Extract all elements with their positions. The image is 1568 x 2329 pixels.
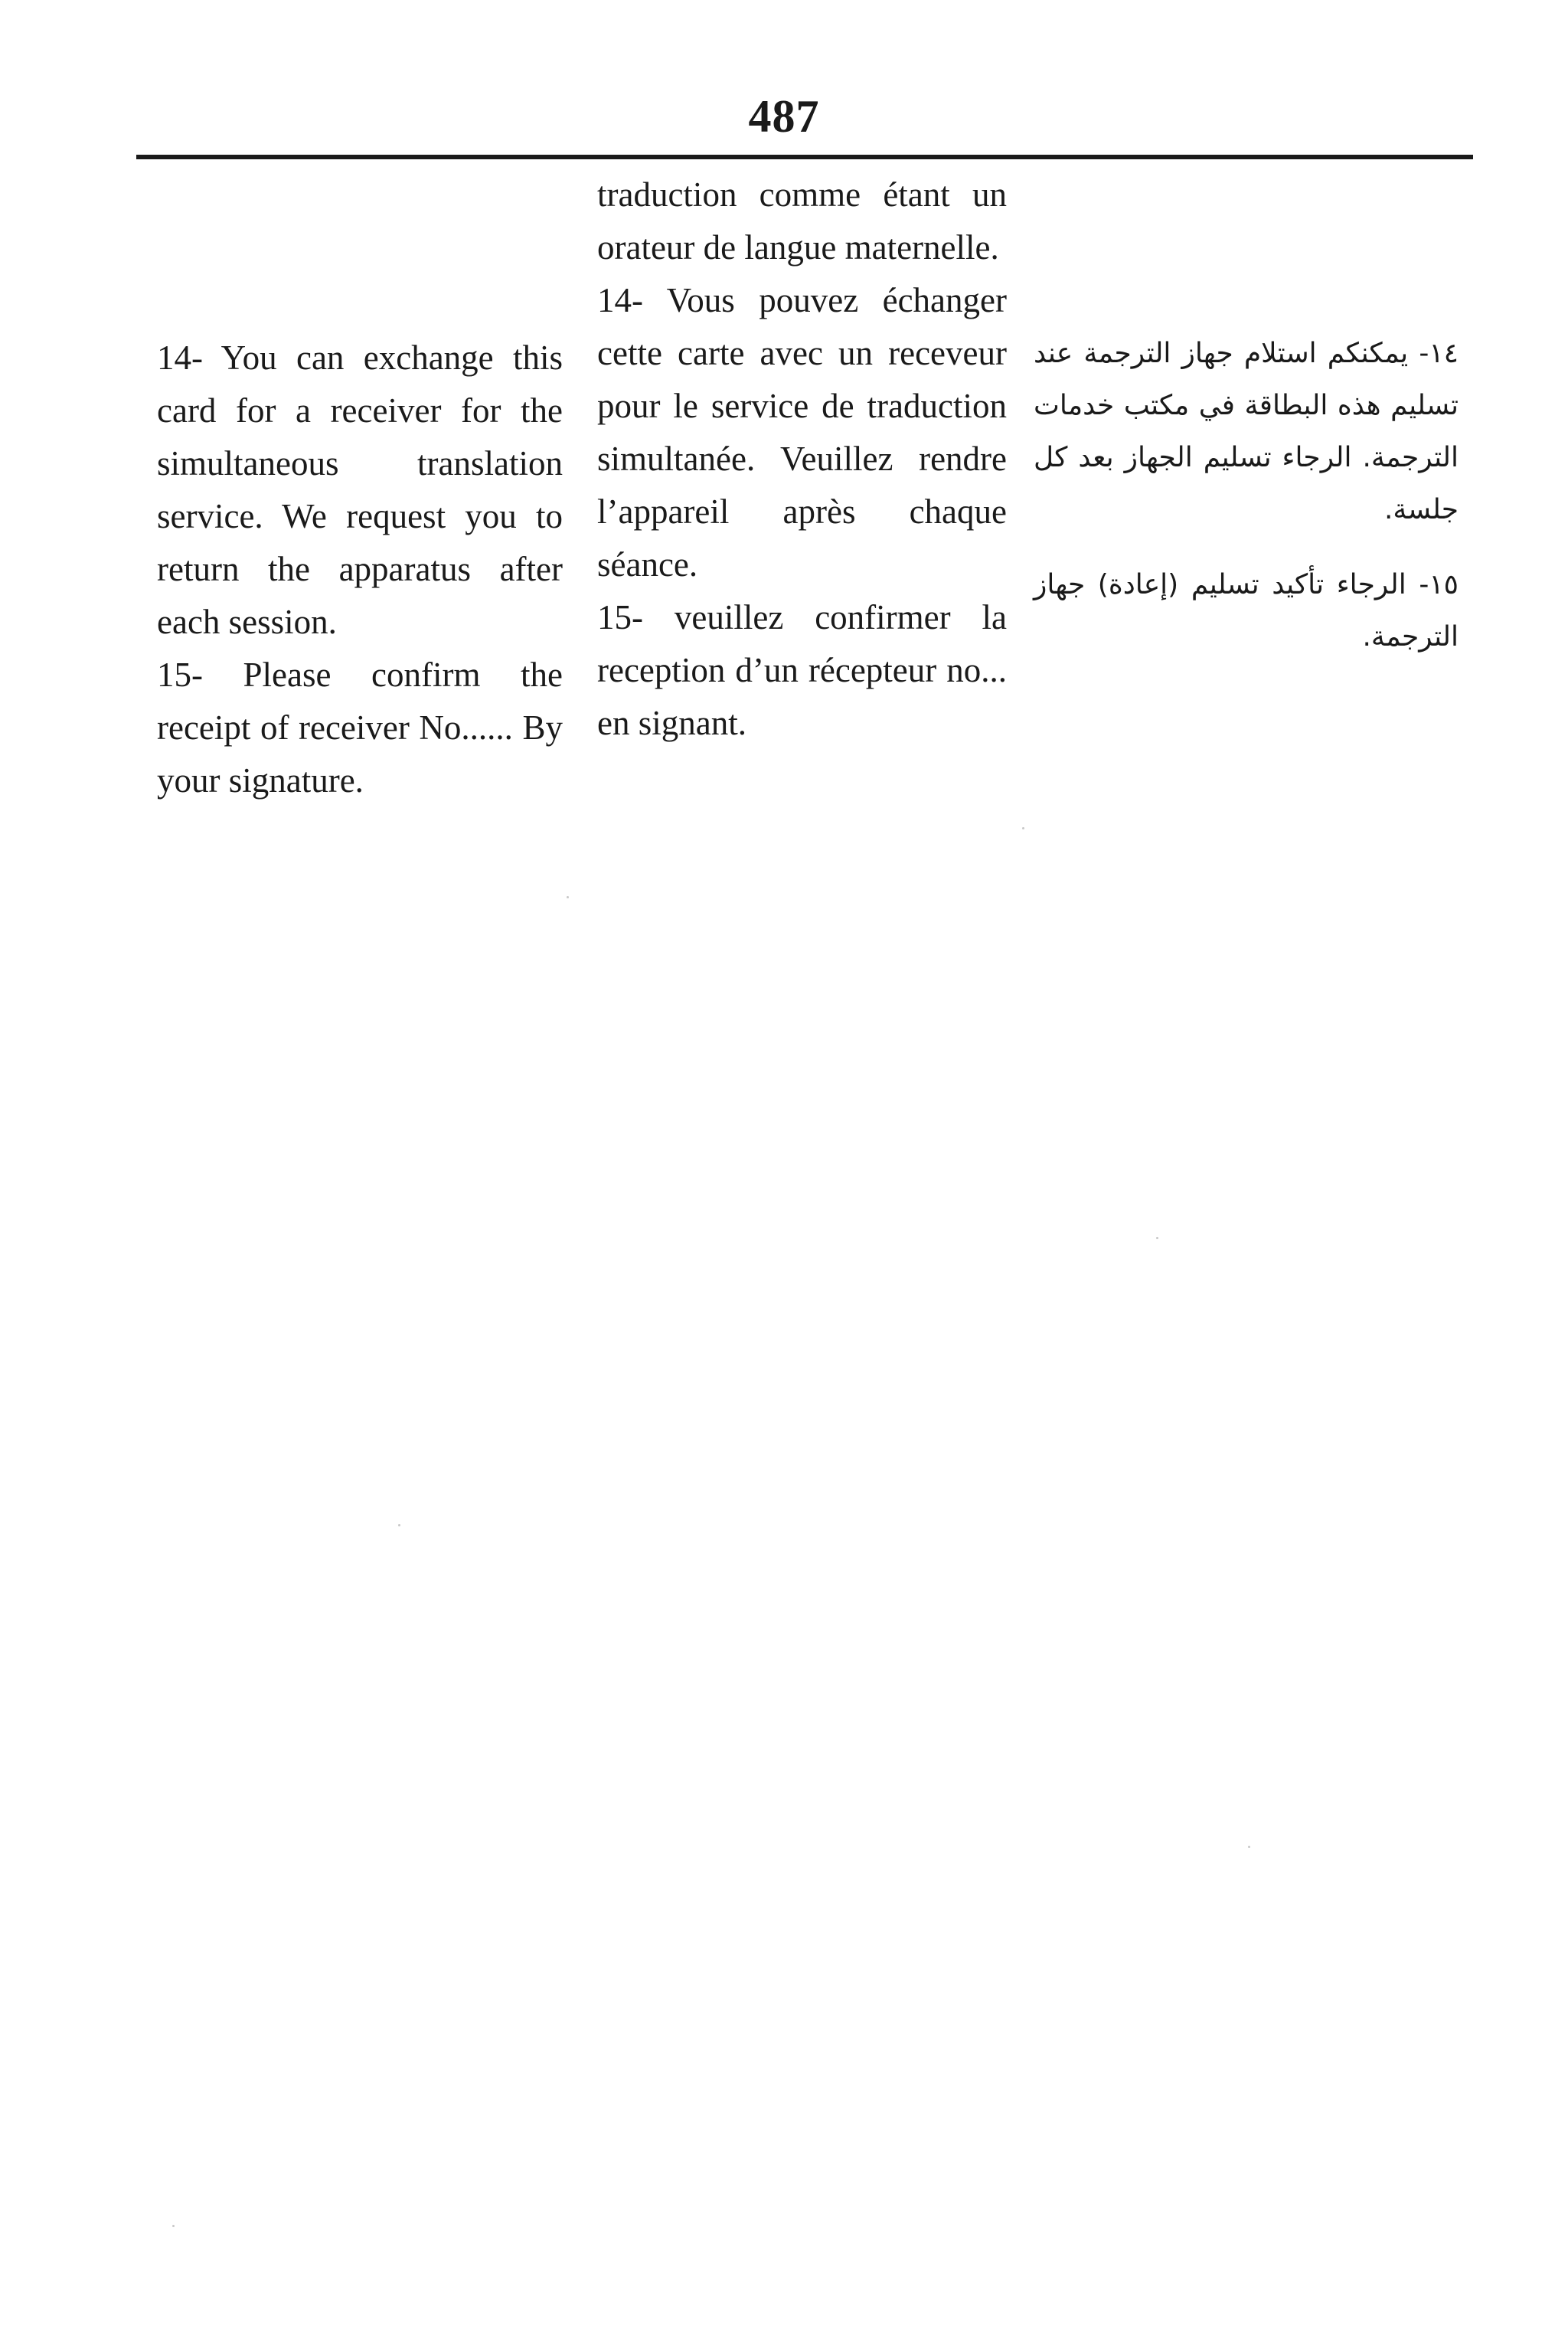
scan-speck [398, 1524, 400, 1526]
scan-speck [567, 896, 569, 898]
arabic-item-14: ١٤- يمكنكم استلام جهاز الترجمة عند تسليم هذه البطاقة في مكتب خدمات الترجمة. الرجاء تسليم الجهاز بعد كل جلسة. [1034, 338, 1459, 525]
french-item-14: 14- Vous pouvez échanger cette carte avec un receveur pour le service de traduction simultanée. Veuillez rendre l’appareil après chaque séance. [597, 281, 1007, 584]
arabic-column [1034, 328, 1459, 663]
scan-speck [1248, 1846, 1250, 1848]
page-number: 487 [748, 91, 820, 142]
scan-speck [1156, 1237, 1158, 1239]
french-column [597, 168, 1007, 750]
scan-speck [172, 2225, 175, 2227]
arabic-item-15: ١٥- الرجاء تأكيد تسليم (إعادة) جهاز الترجمة. [1034, 569, 1459, 653]
french-item-15: 15- veuillez confirmer la reception d’un récepteur no... en signant. [597, 598, 1007, 742]
french-continuation: traduction comme étant un orateur de langue maternelle. [597, 175, 1007, 267]
english-item-14: 14- You can exchange this card for a receiver for the simultaneous translation service. We request you to return the apparatus after each session. [157, 339, 563, 641]
header-rule [136, 155, 1473, 159]
english-column [157, 332, 563, 807]
scan-speck [1022, 827, 1024, 829]
english-item-15: 15- Please confirm the receipt of receiver No...... By your signature. [157, 656, 563, 800]
